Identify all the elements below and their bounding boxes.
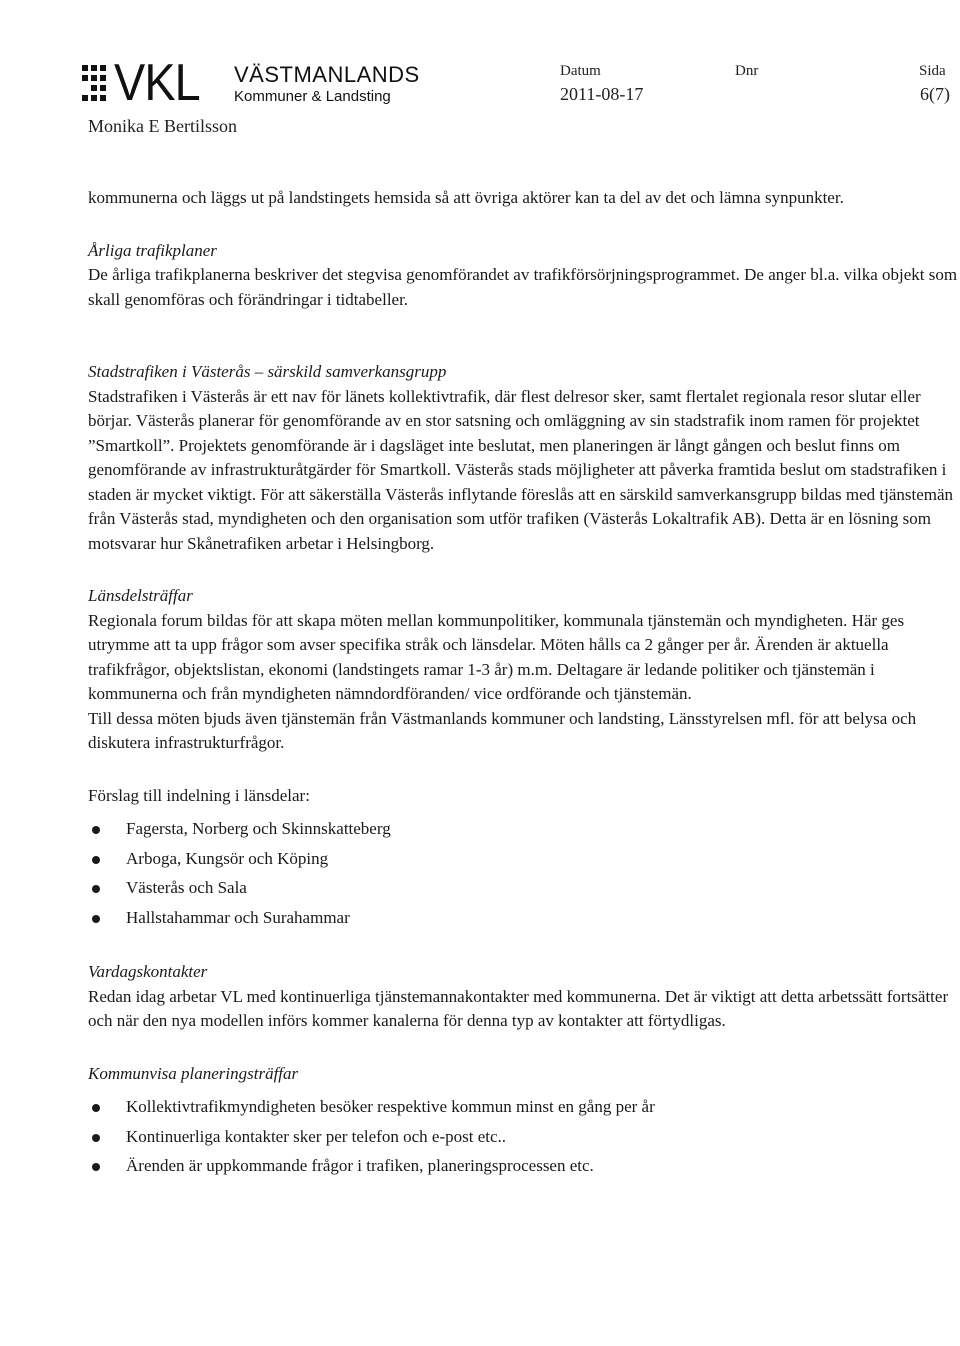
heading-arliga-trafikplaner: Årliga trafikplaner (88, 240, 217, 260)
date-value: 2011-08-17 (560, 84, 644, 104)
list-item: Kontinuerliga kontakter sker per telefon och e-post etc.. (88, 1122, 960, 1152)
list-item: Arboga, Kungsör och Köping (88, 844, 960, 874)
date-label: Datum (560, 63, 601, 79)
page-label: Sida (919, 63, 946, 79)
heading-kommunvisa: Kommunvisa planeringsträffar (88, 1063, 299, 1083)
bullet-icon (92, 856, 100, 864)
list-item: Fagersta, Norberg och Skinnskatteberg (88, 814, 960, 844)
proposal-intro: Förslag till indelning i länsdelar: (88, 785, 310, 805)
heading-vardagskontakter: Vardagskontakter (88, 962, 208, 981)
author-name: Monika E Bertilsson (88, 116, 237, 136)
document-body (88, 186, 960, 1181)
vkl-logo (80, 55, 440, 111)
page-number: 6(7) (920, 84, 950, 104)
bullet-icon (92, 826, 100, 834)
list-item: Västerås och Sala (88, 873, 960, 903)
heading-stadstrafiken: Stadstrafiken i Västerås – särskild samverkansgrupp (88, 362, 447, 381)
dnr-label: Dnr (735, 63, 759, 79)
bullet-icon (92, 1163, 100, 1171)
paragraph-lansdelstraffar-invite: Till dessa möten bjuds även tjänstemän från Västmanlands kommuner och landsting, Länsstyrelsen mfl. för att belysa och diskutera infrastrukturfrågor. (88, 708, 917, 752)
bullet-icon (92, 915, 100, 923)
list-item: Ärenden är uppkommande frågor i trafiken, planeringsprocessen etc. (88, 1151, 960, 1181)
bullet-icon (92, 885, 100, 893)
intro-paragraph: kommunerna och läggs ut på landstingets hemsida så att övriga aktörer kan ta del av det och lämna synpunkter. (88, 188, 844, 207)
paragraph-vardagskontakter: Redan idag arbetar VL med kontinuerliga tjänstemannakontakter med kommunerna. Det är viktigt att detta arbetssätt fortsätter och när den nya modellen införs kommer kanalerna för denna typ av kontakter att förtydligas. (88, 986, 949, 1030)
lansdel-list (88, 814, 960, 932)
logo-name: VÄSTMANLANDS (234, 62, 420, 87)
heading-lansdelstraffar: Länsdelsträffar (88, 586, 193, 605)
logo-dots-icon (80, 65, 114, 103)
logo-mark: VKL (114, 54, 200, 112)
bullet-icon (92, 1104, 100, 1112)
kommunvisa-list (88, 1092, 960, 1181)
list-item: Hallstahammar och Surahammar (88, 903, 960, 933)
bullet-icon (92, 1134, 100, 1142)
list-item: Kollektivtrafikmyndigheten besöker respektive kommun minst en gång per år (88, 1092, 960, 1122)
paragraph-lansdelstraffar: Regionala forum bildas för att skapa möten mellan kommunpolitiker, kommunala tjänstemän och myndigheten. Här ges utrymme att ta upp frågor som avser specifika stråk och länsdelar. Möten hålls ca 2 gånger per år. Ärenden är aktuella trafikfrågor, objektslistan, ekonomi (landstingets ramar 1-3 år) m.m. Deltagare är ledande politiker och tjänstemän i kommunerna och från myndigheten nämndordföranden/ vice ordförande och tjänstemän. (88, 610, 905, 703)
logo-subtitle: Kommuner & Landsting (234, 88, 391, 105)
paragraph-arliga-trafikplaner: De årliga trafikplanerna beskriver det stegvisa genomförandet av trafikförsörjningsprogrammet. De anger bl.a. vilka objekt som skall genomföras och förändringar i tidtabeller. (88, 265, 958, 309)
paragraph-stadstrafiken: Stadstrafiken i Västerås är ett nav för länets kollektivtrafik, där flest delresor sker, samt flertalet regionala resor slutar eller börjar. Västerås planerar för genomförande av en stor satsning och omläggning av sin stadstrafik inom ramen för projektet ”Smartkoll”. Projektets genomförande är i dagsläget inte beslutat, men planeringen är långt gången och beslut finns om genomförande av infrastrukturåtgärder för Smartkoll. Västerås stads möjligheter att påverka framtida beslut om stadstrafiken i staden är mycket viktigt. För att säkerställa Västerås inflytande föreslås att en särskild samverkansgrupp bildas med tjänstemän från Västerås stad, myndigheten och den organisation som utför trafiken (Västerås Lokaltrafik AB). Detta är en lösning som motsvarar hur Skånetrafiken arbetar i Helsingborg. (88, 386, 954, 553)
